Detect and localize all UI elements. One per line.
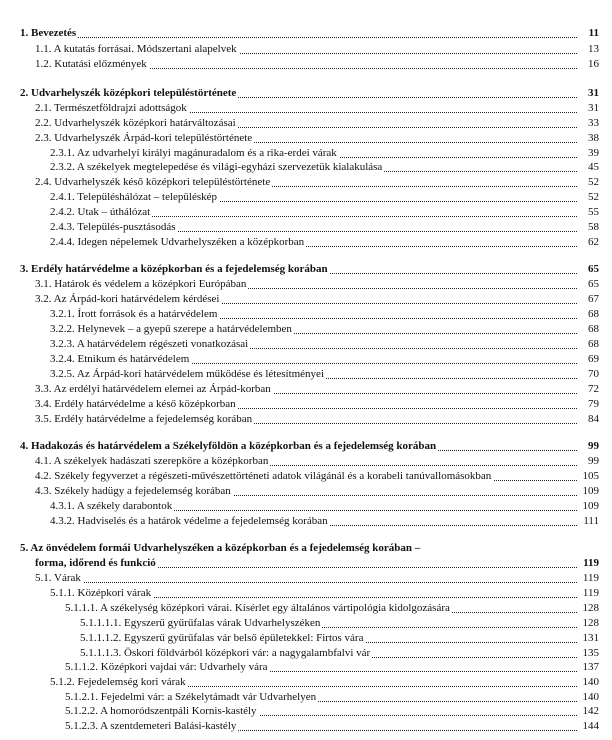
toc-page-number: 140 bbox=[582, 691, 599, 703]
toc-page-number: 119 bbox=[583, 557, 599, 569]
toc-entry-title: 4.3. Székely hadügy a fejedelemség korában bbox=[35, 485, 231, 497]
toc-entry[interactable] bbox=[0, 322, 612, 337]
toc-entry[interactable] bbox=[0, 86, 612, 101]
toc-entry[interactable] bbox=[0, 675, 612, 690]
toc-entry-title: 2.1. Természetföldrajzi adottságok bbox=[35, 102, 187, 114]
toc-entry-title: 3.2.1. Írott források és a határvédelem bbox=[50, 308, 218, 320]
toc-entry-title: 3.3. Az erdélyi határvédelem elemei az Árpád-korban bbox=[35, 383, 271, 395]
toc-entry[interactable] bbox=[0, 571, 612, 586]
toc-entry-title: 2.4.3. Település-pusztásodás bbox=[50, 221, 176, 233]
toc-page-number: 33 bbox=[588, 117, 599, 129]
toc-page-number: 144 bbox=[582, 720, 599, 732]
toc-entry-title: 2.3. Udvarhelyszék Árpád-kori településtörténete bbox=[35, 132, 253, 144]
toc-entry[interactable] bbox=[0, 146, 612, 161]
toc-leader-dots bbox=[20, 37, 577, 38]
toc-entry[interactable] bbox=[0, 469, 612, 484]
toc-entry-title: 3.5. Erdély határvédelme a fejedelemség korában bbox=[35, 413, 253, 425]
toc-entry[interactable] bbox=[0, 541, 612, 556]
toc-entry-title: 4.1. A székelyek hadászati szerepköre a középkorban bbox=[35, 455, 269, 467]
toc-page-number: 68 bbox=[588, 323, 599, 335]
toc-entry-title: 2.3.1. Az udvarhelyi királyi magánuradalom és a rika-erdei várak bbox=[50, 147, 337, 159]
toc-entry-title: 5. Az önvédelem formái Udvarhelyszéken a középkorban és a fejedelemség korában – bbox=[20, 542, 421, 554]
toc-page-number: 70 bbox=[588, 368, 599, 380]
toc-entry[interactable] bbox=[0, 412, 612, 427]
toc-entry[interactable] bbox=[0, 690, 612, 705]
toc-page-number bbox=[597, 541, 599, 556]
toc-entry[interactable] bbox=[0, 499, 612, 514]
toc-entry-title: 2.4.2. Utak – úthálózat bbox=[50, 206, 151, 218]
toc-entry-title: 2.2. Udvarhelyszék középkori határváltozásai bbox=[35, 117, 236, 129]
toc-page-number: 58 bbox=[588, 221, 599, 233]
toc-entry-title: 4.3.1. A székely darabontok bbox=[50, 500, 173, 512]
toc-entry[interactable] bbox=[0, 616, 612, 631]
toc-entry-title: 3.2.5. Az Árpád-kori határvédelem működése és létesítményei bbox=[50, 368, 324, 380]
toc-page-number: 105 bbox=[582, 470, 599, 482]
toc-entry[interactable] bbox=[0, 439, 612, 454]
toc-entry[interactable] bbox=[0, 484, 612, 499]
toc-entry-title: 3.1. Határok és védelem a középkori Európában bbox=[35, 278, 247, 290]
toc-entry-title: 5.1.2.1. Fejedelmi vár: a Székelytámadt vár Udvarhelyen bbox=[65, 691, 317, 703]
toc-entry[interactable] bbox=[0, 160, 612, 175]
toc-entry[interactable] bbox=[0, 382, 612, 397]
toc-entry-title: 3.2. Az Árpád-kori határvédelem kérdései bbox=[35, 293, 220, 305]
toc-entry-title: 1. Bevezetés bbox=[20, 27, 77, 39]
toc-entry[interactable] bbox=[0, 514, 612, 529]
toc-entry[interactable] bbox=[0, 397, 612, 412]
toc-entry-title: 1.2. Kutatási előzmények bbox=[35, 58, 147, 70]
toc-entry-title: 4.3.2. Hadviselés és a határok védelme a fejedelemség korában bbox=[50, 515, 328, 527]
toc-entry[interactable] bbox=[0, 352, 612, 367]
toc-page-number: 137 bbox=[582, 661, 599, 673]
toc-entry-title: 3.2.4. Etnikum és határvédelem bbox=[50, 353, 190, 365]
toc-page-number: 68 bbox=[588, 308, 599, 320]
toc-entry[interactable] bbox=[0, 660, 612, 675]
toc-entry-title: 5.1.1.2. Középkori vajdai vár: Udvarhely vára bbox=[65, 661, 268, 673]
toc-entry-title: 5.1.2.2. A homoródszentpáli Kornis-kastély bbox=[65, 705, 257, 717]
toc-entry[interactable] bbox=[0, 190, 612, 205]
toc-entry[interactable] bbox=[0, 205, 612, 220]
toc-page-number: 128 bbox=[582, 617, 599, 629]
toc-entry-title: 2.3.2. A székelyek megtelepedése és világi-egyházi szervezetük kialakulása bbox=[50, 161, 383, 173]
toc-entry[interactable] bbox=[0, 26, 612, 41]
toc-page-number: 62 bbox=[588, 236, 599, 248]
toc-page-number: 135 bbox=[582, 647, 599, 659]
toc-page-number: 99 bbox=[588, 440, 599, 452]
toc-page-number: 65 bbox=[588, 263, 599, 275]
toc-entry[interactable] bbox=[0, 175, 612, 190]
toc-entry-title: 5.1. Várak bbox=[35, 572, 81, 584]
toc-page-number: 65 bbox=[588, 278, 599, 290]
toc-entry[interactable] bbox=[0, 646, 612, 661]
toc-entry-title: 3.2.2. Helynevek – a gyepű szerepe a határvédelemben bbox=[50, 323, 292, 335]
toc-entry-title: 5.1.2. Fejedelemség kori várak bbox=[50, 676, 186, 688]
toc-page-number: 55 bbox=[588, 206, 599, 218]
toc-page-number: 84 bbox=[588, 413, 599, 425]
toc-page-number: 140 bbox=[582, 676, 599, 688]
toc-entry-title: 5.1.1. Középkori várak bbox=[50, 587, 152, 599]
toc-entry-title: 2.4.4. Idegen népelemek Udvarhelyszéken a középkorban bbox=[50, 236, 305, 248]
toc-page-number: 109 bbox=[582, 500, 599, 512]
toc-page-number: 38 bbox=[588, 132, 599, 144]
toc-page-number: 131 bbox=[582, 632, 599, 644]
toc-entry[interactable] bbox=[0, 601, 612, 616]
toc-entry-title: 5.1.1.1.1. Egyszerű gyűrűfalas várak Udvarhelyszéken bbox=[80, 617, 321, 629]
toc-entry[interactable] bbox=[0, 367, 612, 382]
toc-entry[interactable] bbox=[0, 42, 612, 57]
toc-entry-title: 5.1.1.1.3. Öskori földvárból középkori vár: a nagygalambfalvi vár bbox=[80, 647, 371, 659]
toc-page-number: 52 bbox=[588, 176, 599, 188]
toc-entry[interactable] bbox=[0, 307, 612, 322]
toc-entry-title: 5.1.2.3. A szentdemeteri Balási-kastély bbox=[65, 720, 237, 732]
toc-entry[interactable] bbox=[0, 57, 612, 72]
toc-entry[interactable] bbox=[0, 101, 612, 116]
toc-entry-title: 3.2.3. A határvédelem régészeti vonatkozásai bbox=[50, 338, 249, 350]
toc-entry[interactable] bbox=[0, 631, 612, 646]
toc-page-number: 79 bbox=[588, 398, 599, 410]
toc-page-number: 39 bbox=[588, 147, 599, 159]
toc-entry-title: 5.1.1.1. A székelység középkori várai. Kísérlet egy általános vártipológia kidolgozására bbox=[65, 602, 450, 614]
toc-entry[interactable] bbox=[0, 235, 612, 250]
toc-entry[interactable] bbox=[0, 454, 612, 469]
toc-leader-dots bbox=[35, 582, 577, 583]
toc-page-number: 111 bbox=[583, 515, 599, 527]
toc-entry[interactable] bbox=[0, 704, 612, 719]
toc-page-number: 16 bbox=[588, 58, 599, 70]
toc-entry[interactable] bbox=[0, 586, 612, 601]
toc-page-number: 11 bbox=[588, 27, 599, 39]
toc-entry-title: 3. Erdély határvédelme a középkorban és a fejedelemség korában bbox=[20, 263, 328, 275]
toc-page-number: 45 bbox=[588, 161, 599, 173]
toc-page-number: 109 bbox=[582, 485, 599, 497]
toc-page-number: 99 bbox=[588, 455, 599, 467]
toc-entry[interactable] bbox=[0, 556, 612, 571]
toc-page-number: 31 bbox=[588, 102, 599, 114]
toc-entry[interactable] bbox=[0, 116, 612, 131]
toc-entry[interactable] bbox=[0, 719, 612, 734]
toc-entry[interactable] bbox=[0, 337, 612, 352]
toc-entry-title: 2.4. Udvarhelyszék késő középkori településtörténete bbox=[35, 176, 271, 188]
toc-entry-title: 1.1. A kutatás forrásai. Módszertani alapelvek bbox=[35, 43, 237, 55]
toc-page-number: 142 bbox=[582, 705, 599, 717]
toc-page-number: 68 bbox=[588, 338, 599, 350]
toc-page-number: 119 bbox=[582, 572, 599, 584]
toc-entry[interactable] bbox=[0, 277, 612, 292]
toc-page-number: 72 bbox=[588, 383, 599, 395]
toc-entry[interactable] bbox=[0, 131, 612, 146]
toc-entry-title: forma, időrend és funkció bbox=[35, 557, 156, 569]
toc-entry-title: 2. Udvarhelyszék középkori településtörténete bbox=[20, 87, 237, 99]
toc-page-number: 128 bbox=[582, 602, 599, 614]
toc-page-number: 119 bbox=[582, 587, 599, 599]
toc-page-number: 69 bbox=[588, 353, 599, 365]
toc-entry[interactable] bbox=[0, 262, 612, 277]
toc-entry-title: 2.4.1. Településhálózat – településkép bbox=[50, 191, 218, 203]
toc-entry[interactable] bbox=[0, 292, 612, 307]
toc-entry[interactable] bbox=[0, 220, 612, 235]
toc-entry-title: 4. Hadakozás és határvédelem a Székelyföldön a középkorban és a fejedelemség korában bbox=[20, 440, 437, 452]
toc-entry-title: 5.1.1.1.2. Egyszerű gyűrűfalas vár belső épületekkel: Firtos vára bbox=[80, 632, 364, 644]
toc-entry-title: 4.2. Székely fegyverzet a régészeti-művészettörténeti adatok világánál és a korabeli tanúvallomásokban bbox=[35, 470, 492, 482]
toc-page-number: 67 bbox=[588, 293, 599, 305]
toc-entry-title: 3.4. Erdély határvédelme a késő középkorban bbox=[35, 398, 236, 410]
toc-page-number: 31 bbox=[588, 87, 599, 99]
toc-page-number: 52 bbox=[588, 191, 599, 203]
toc-page-number: 13 bbox=[588, 43, 599, 55]
